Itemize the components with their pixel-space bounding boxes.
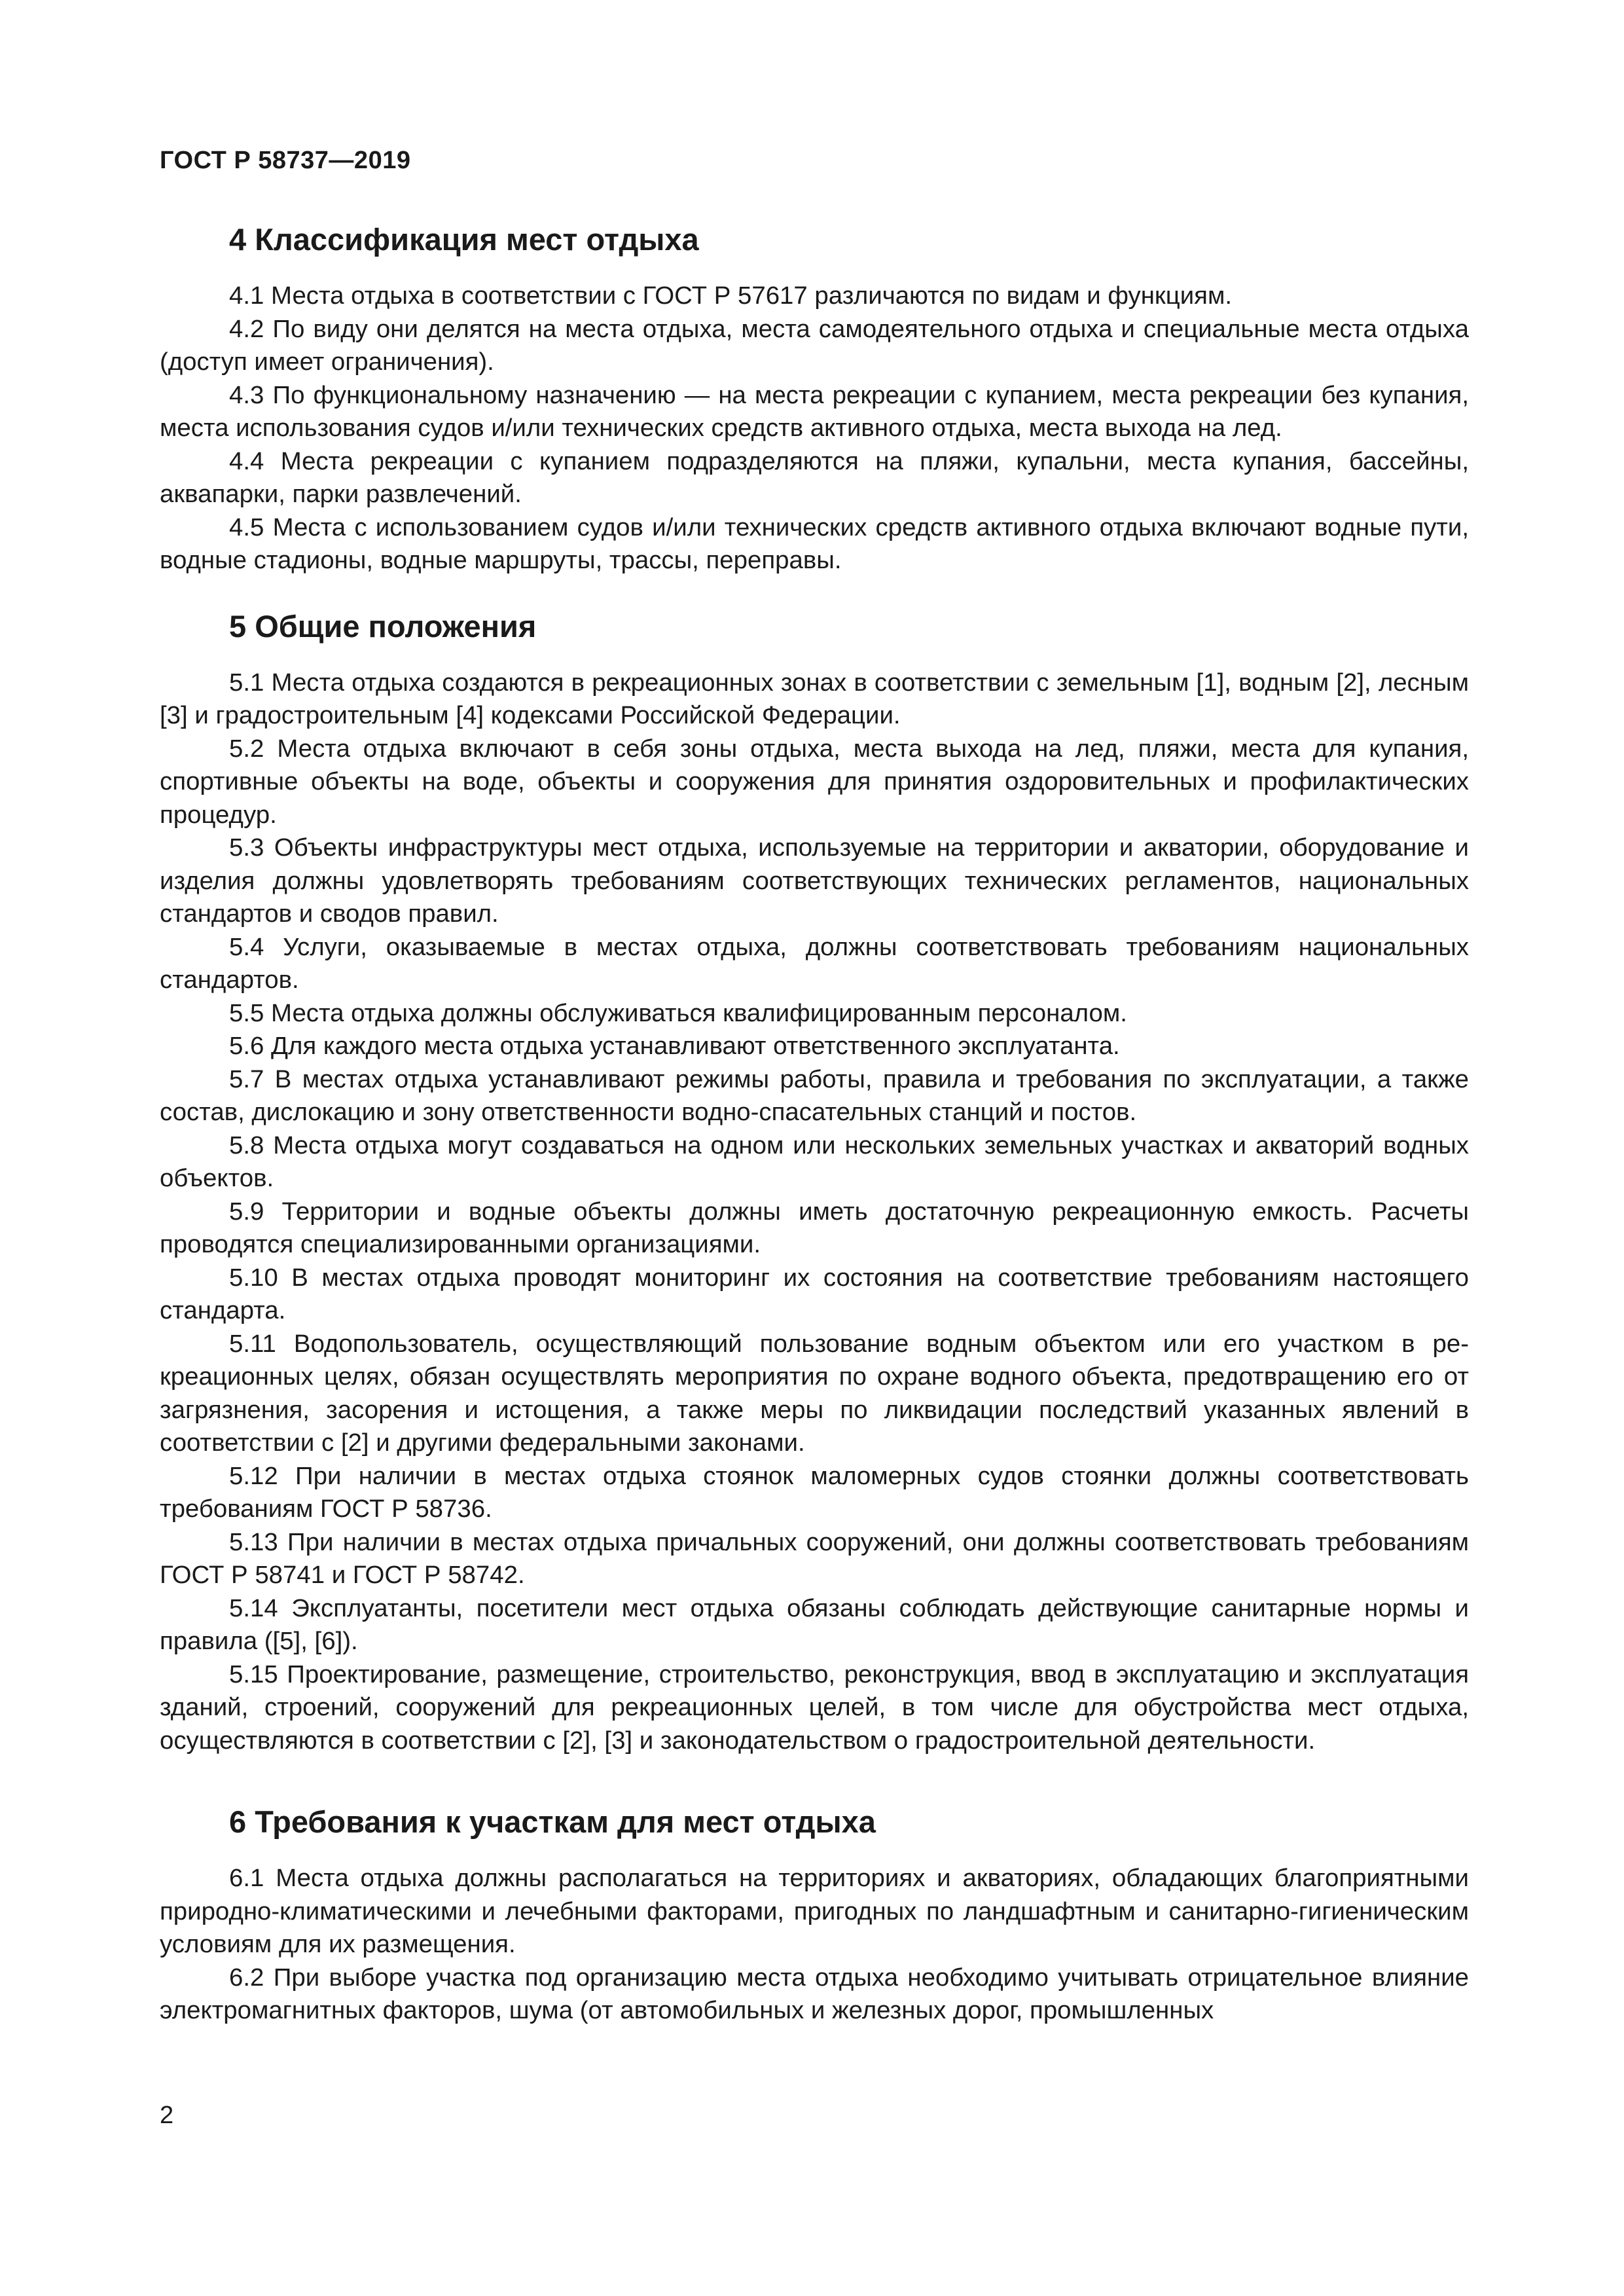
paragraph-5-6: 5.6 Для каждого места отдыха устанавливают ответственного эксплуатанта. <box>229 1032 1120 1060</box>
paragraph-4-2: 4.2 По виду они делятся на места отдыха, места самодеятельного отдыха и специальные места отдыха (доступ имеет ограничения). <box>160 314 1469 376</box>
paragraph-5-3: 5.3 Объекты инфраструктуры мест отдыха, используемые на территории и акватории, оборудование и изделия должны удовлетворять требованиям соответствующих технических регламентов, национальных стандартов и сводов правил. <box>160 833 1469 928</box>
section-title-5: 5 Общие положения <box>229 608 537 644</box>
paragraph-5-13: 5.13 При наличии в местах отдыха причальных сооружений, они должны соответствовать требованиям ГОСТ Р 58741 и ГОСТ Р 58742. <box>160 1527 1469 1589</box>
paragraph-5-11: 5.11 Водопользователь, осуществляющий пользование водным объектом или его участком в рекреационных целях, обязан осуществлять мероприятия по охране водного объекта, предотвращению его от загрязнения, засорения и истощения, а также меры по ликвидации последствий указанных явлений в соответствии с [2] и другими федеральными законами. <box>160 1329 1469 1457</box>
paragraph-5-14: 5.14 Эксплуатанты, посетители мест отдыха обязаны соблюдать действующие санитарные нормы и правила ([5], [6]). <box>160 1594 1469 1655</box>
paragraph-6-1: 6.1 Места отдыха должны располагаться на территориях и акваториях, обладающих благоприятными природно-климатическими и лечебными факторами, пригодных по ландшафтным и санитарно-гигиеническим условиям для их размещения. <box>160 1864 1469 1958</box>
paragraph-5-1: 5.1 Места отдыха создаются в рекреационных зонах в соответствии с земельным [1], водным [2], лесным [3] и градостроительным [4] кодексами Российской Федерации. <box>160 668 1469 729</box>
paragraph-5-8: 5.8 Места отдыха могут создаваться на одном или нескольких земельных участках и акваторий водных объектов. <box>160 1131 1469 1192</box>
paragraph-5-2: 5.2 Места отдыха включают в себя зоны отдыха, места выхода на лед, пляжи, места для купания, спортивные объекты на воде, объекты и сооружения для принятия оздоровительных и профилактических процедур. <box>160 734 1469 829</box>
document-header-id: ГОСТ Р 58737—2019 <box>160 147 411 174</box>
paragraph-4-4: 4.4 Места рекреации с купанием подразделяются на пляжи, купальни, места купания, бассейны, аквапарки, парки развлечений. <box>160 446 1469 508</box>
paragraph-5-7: 5.7 В местах отдыха устанавливают режимы работы, правила и требования по эксплуатации, а также состав, дислокацию и зону ответственности водно-спасательных станций и постов. <box>160 1065 1469 1126</box>
paragraph-4-5: 4.5 Места с использованием судов и/или технических средств активного отдыха включают водные пути, водные стадионы, водные маршруты, трассы, переправы. <box>160 513 1469 574</box>
paragraph-5-15: 5.15 Проектирование, размещение, строительство, реконструкция, ввод в эксплуатацию и эксплуатация зданий, строений, сооружений для рекреационных целей, в том числе для обустройства мест отдыха, осуществляются в соответствии с [2], [3] и законодательством о градостроительной деятельности. <box>160 1660 1469 1755</box>
section-title-4: 4 Классификация мест отдыха <box>229 222 699 257</box>
page-number: 2 <box>160 2102 174 2129</box>
paragraph-5-10: 5.10 В местах отдыха проводят мониторинг их состояния на соответствие требованиям настоящего стандарта. <box>160 1263 1469 1324</box>
paragraph-5-5: 5.5 Места отдыха должны обслуживаться квалифицированным персоналом. <box>229 998 1127 1027</box>
paragraph-6-2: 6.2 При выборе участка под организацию места отдыха необходимо учитывать отрицательное влияние электромагнитных факторов, шума (от автомобильных и железных дорог, промышленных <box>160 1963 1469 2024</box>
paragraph-5-4: 5.4 Услуги, оказываемые в местах отдыха, должны соответствовать требованиям национальных стандартов. <box>160 932 1469 994</box>
section-title-6: 6 Требования к участкам для мест отдыха <box>229 1804 876 1839</box>
paragraph-4-3: 4.3 По функциональному назначению — на места рекреации с купанием, места рекреации без купания, места использования судов и/или технических средств активного отдыха, места выхода на лед. <box>160 380 1469 442</box>
paragraph-5-9: 5.9 Территории и водные объекты должны иметь достаточную рекреационную емкость. Расчеты проводятся специализированными организациями. <box>160 1197 1469 1258</box>
document-body <box>160 219 1469 2028</box>
paragraph-4-1: 4.1 Места отдыха в соответствии с ГОСТ Р 57617 различаются по видам и функциям. <box>229 282 1233 310</box>
paragraph-5-12: 5.12 При наличии в местах отдыха стоянок маломерных судов стоянки должны соответствовать требованиям ГОСТ Р 58736. <box>160 1461 1469 1523</box>
